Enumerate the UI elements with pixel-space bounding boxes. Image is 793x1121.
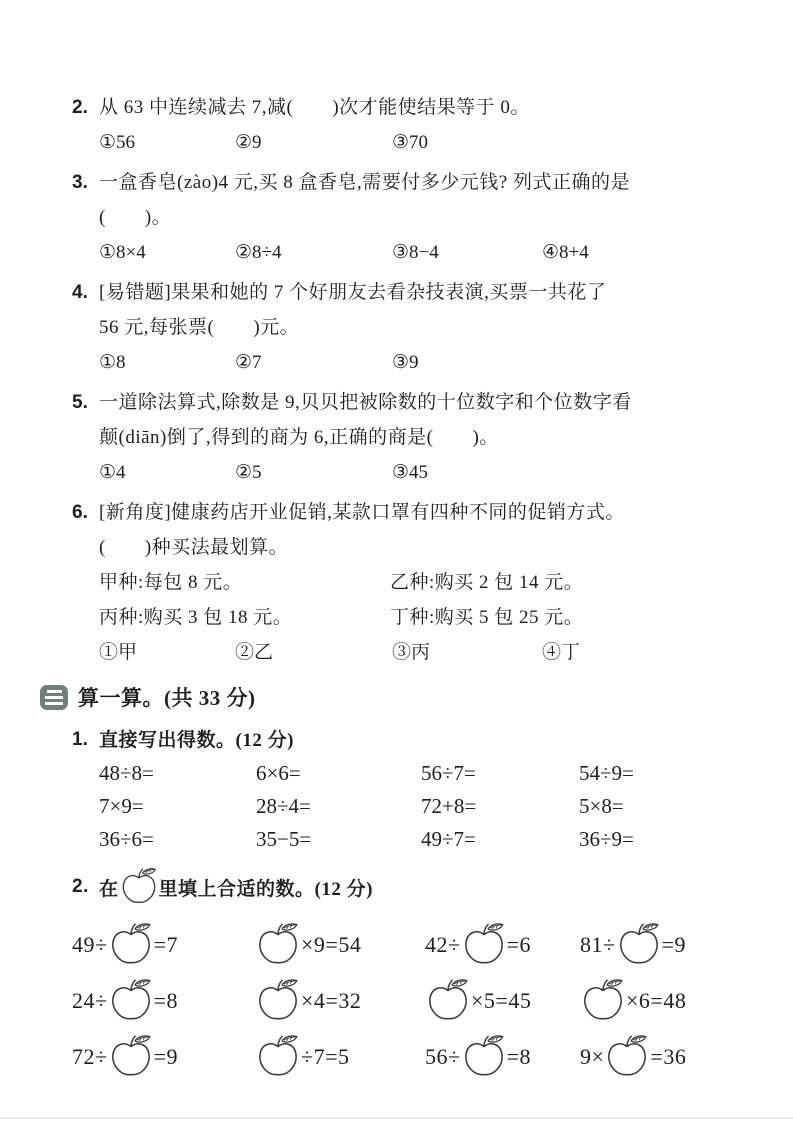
arithmetic-item: 6×6= xyxy=(256,761,301,785)
apple-equations-grid xyxy=(72,921,753,1081)
question-5 xyxy=(0,385,793,490)
equation-right: =9 xyxy=(661,932,686,957)
options-row xyxy=(99,345,745,380)
question-2 xyxy=(0,90,793,160)
apple-equation xyxy=(72,977,255,1025)
question-number: 2. xyxy=(72,97,88,118)
question-text-line: ( )。 xyxy=(99,207,172,228)
equation-left: 81÷ xyxy=(580,932,616,957)
apple-equation xyxy=(425,977,580,1025)
section-title: 算一算。(共 33 分) xyxy=(78,686,256,710)
option-item: ③70 xyxy=(392,132,429,153)
apple-equation xyxy=(580,977,753,1025)
section-number-three-icon xyxy=(40,685,68,710)
apple-equation xyxy=(425,921,580,969)
title-suffix: 里填上合适的数。(12 分) xyxy=(158,878,373,900)
options-row xyxy=(99,635,745,670)
question-text-line: 一道除法算式,除数是 9,贝贝把被除数的十位数字和个位数字看 xyxy=(99,392,632,413)
apple-equation xyxy=(255,977,425,1025)
equation-left: 9× xyxy=(580,1044,605,1069)
arithmetic-item: 48÷8= xyxy=(99,761,154,785)
sub-question-title xyxy=(72,859,753,915)
option-item: ①8×4 xyxy=(99,242,146,263)
option-item: ④8+4 xyxy=(542,242,589,263)
question-text-line: [新角度]健康药店开业促销,某款口罩有四种不同的促销方式。 xyxy=(99,502,625,523)
apple-icon xyxy=(256,921,300,969)
option-item: ②5 xyxy=(235,462,262,483)
apple-icon xyxy=(581,977,625,1025)
arithmetic-item: 35−5= xyxy=(256,827,312,851)
option-item: ②8÷4 xyxy=(235,242,282,263)
apple-equation xyxy=(72,921,255,969)
equation-right: =36 xyxy=(650,1044,687,1069)
apple-icon xyxy=(109,977,153,1025)
arithmetic-item: 36÷9= xyxy=(579,827,634,851)
options-row xyxy=(99,235,745,270)
option-item: ②9 xyxy=(235,132,262,153)
arithmetic-item: 7×9= xyxy=(99,794,144,818)
options-row xyxy=(99,125,745,160)
option-item: ①4 xyxy=(99,462,126,483)
apple-equation xyxy=(255,921,425,969)
option-item: ③8−4 xyxy=(392,242,439,263)
apple-icon xyxy=(426,977,470,1025)
option-item: ①8 xyxy=(99,352,126,373)
sub-question-title: 直接写出得数。(12 分) xyxy=(99,730,294,751)
apple-icon xyxy=(617,921,661,969)
title-prefix: 在 xyxy=(99,878,119,900)
equation-right: ×9=54 xyxy=(301,932,362,957)
question-text-line: 一盒香皂(zào)4 元,买 8 盒香皂,需要付多少元钱? 列式正确的是 xyxy=(99,172,630,193)
question-number: 5. xyxy=(72,392,88,413)
apple-equation xyxy=(425,1033,580,1081)
equation-left: 72÷ xyxy=(72,1044,108,1069)
arithmetic-item: 36÷6= xyxy=(99,827,154,851)
apple-icon xyxy=(462,1033,506,1081)
apple-equation xyxy=(580,1033,753,1081)
question-text-line: 颠(diān)倒了,得到的商为 6,正确的商是( )。 xyxy=(99,427,499,448)
apple-icon xyxy=(605,1033,649,1081)
question-text-line: [易错题]果果和她的 7 个好朋友去看杂技表演,买票一共花了 xyxy=(99,282,607,303)
option-item: ①甲 xyxy=(99,642,138,663)
apple-icon xyxy=(256,1033,300,1081)
apple-equation xyxy=(255,1033,425,1081)
apple-equation xyxy=(580,921,753,969)
equation-right: ×5=45 xyxy=(471,988,532,1013)
arithmetic-item: 49÷7= xyxy=(421,827,476,851)
question-4 xyxy=(0,275,793,380)
equation-right: =8 xyxy=(153,988,178,1013)
equation-right: =8 xyxy=(506,1044,531,1069)
arithmetic-item: 56÷7= xyxy=(421,761,476,785)
promo-plans-row xyxy=(99,565,745,600)
equation-left: 56÷ xyxy=(425,1044,461,1069)
option-item: ③9 xyxy=(392,352,419,373)
equation-right: ×6=48 xyxy=(626,988,687,1013)
arithmetic-item: 28÷4= xyxy=(256,794,311,818)
question-number: 4. xyxy=(72,282,88,303)
question-number: 1. xyxy=(72,729,88,750)
apple-icon xyxy=(109,1033,153,1081)
question-text-line: ( )种买法最划算。 xyxy=(99,537,289,558)
calc-fill-apples xyxy=(0,859,793,1081)
option-item: ④丁 xyxy=(542,642,581,663)
plan-cell: 甲种:每包 8 元。 xyxy=(99,572,243,593)
question-text-line: 56 元,每张票( )元。 xyxy=(99,317,300,338)
calc-direct-answers xyxy=(0,722,793,851)
equation-left: 24÷ xyxy=(72,988,108,1013)
apple-icon xyxy=(120,866,158,908)
apple-equation xyxy=(72,1033,255,1081)
options-row xyxy=(99,455,745,490)
question-3 xyxy=(0,165,793,270)
option-item: ②乙 xyxy=(235,642,274,663)
option-item: ②7 xyxy=(235,352,262,373)
plan-cell: 乙种:购买 2 包 14 元。 xyxy=(390,572,584,593)
equation-right: =7 xyxy=(153,932,178,957)
arithmetic-grid xyxy=(99,762,753,851)
arithmetic-item: 5×8= xyxy=(579,794,624,818)
promo-plans-row xyxy=(99,600,745,635)
question-6 xyxy=(0,495,793,670)
question-text-line: 从 63 中连续减去 7,减( )次才能使结果等于 0。 xyxy=(99,97,530,118)
equation-right: ×4=32 xyxy=(301,988,362,1013)
equation-left: 49÷ xyxy=(72,932,108,957)
question-number: 6. xyxy=(72,502,88,523)
question-number: 2. xyxy=(72,876,89,897)
apple-icon xyxy=(256,977,300,1025)
apple-icon xyxy=(462,921,506,969)
equation-right: ÷7=5 xyxy=(301,1044,350,1069)
equation-left: 42÷ xyxy=(425,932,461,957)
equation-right: =6 xyxy=(506,932,531,957)
plan-cell: 丁种:购买 5 包 25 元。 xyxy=(390,607,584,628)
arithmetic-item: 72+8= xyxy=(421,794,477,818)
apple-icon xyxy=(109,921,153,969)
option-item: ①56 xyxy=(99,132,136,153)
option-item: ③45 xyxy=(392,462,429,483)
question-number: 3. xyxy=(72,172,88,193)
option-item: ③丙 xyxy=(392,642,431,663)
equation-right: =9 xyxy=(153,1044,178,1069)
plan-cell: 丙种:购买 3 包 18 元。 xyxy=(99,607,293,628)
section-three-header xyxy=(40,679,793,715)
arithmetic-item: 54÷9= xyxy=(579,761,634,785)
